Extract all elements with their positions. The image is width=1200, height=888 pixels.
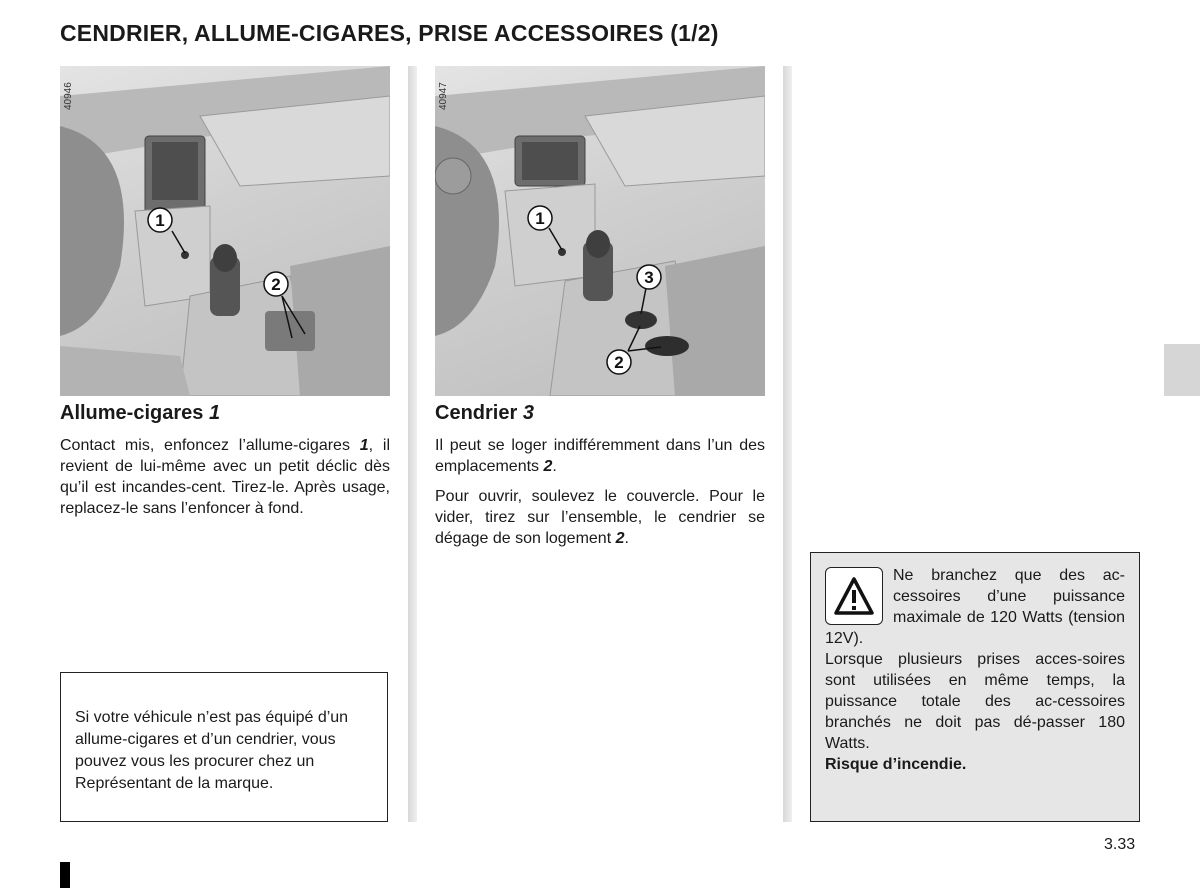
page-number: 3.33 (1104, 836, 1136, 853)
dashboard-illustration-ashtray (435, 66, 765, 396)
callout-1-label: 1 (155, 211, 165, 230)
reference-number: 2 (543, 458, 553, 475)
page-title: CENDRIER, ALLUME-CIGARES, PRISE ACCESSOIRES (1/2) (60, 20, 719, 46)
column-divider-left (408, 66, 417, 822)
paragraph-text: Contact mis, enfoncez l’allume-cigares (60, 437, 360, 454)
callout-2 (264, 272, 288, 296)
callout-1 (528, 206, 552, 230)
paragraph-text: . (624, 530, 629, 547)
paragraph-text: , il revient de lui-même avec un petit déclic dès qu’il est incandes-cent. Tirez-le. Après usage, replacez-le sans l’enfoncer à fond. (60, 437, 391, 517)
warning-box (810, 552, 1140, 822)
note-text: Si votre véhicule n’est pas équipé d’un allume-cigares et d’un cendrier, vous pouvez vous les procurer chez un Représentant de la marque. (75, 709, 349, 792)
reference-number: 2 (615, 530, 625, 547)
dashboard-illustration-cigar-lighter (60, 66, 390, 396)
heading-number: 1 (208, 402, 221, 424)
column-divider-right (783, 66, 792, 822)
reference-number: 1 (359, 437, 369, 454)
section-heading-cigar-lighter (60, 402, 220, 425)
ashtray-location-text (435, 435, 765, 477)
figure-reference: 40946 (63, 82, 74, 110)
callout-3 (637, 265, 661, 289)
warning-body: Lorsque plusieurs prises acces-soires sont utilisées en même temps, la puissance totale des ac-cessoires branchés ne doit pas dé-passer 180 Watts. (825, 651, 1125, 752)
corner-mark (60, 862, 70, 888)
ashtray-usage-text (435, 486, 765, 549)
warning-intro: Ne branchez que des ac-cessoires d’une puissance maximale de 120 Watts (tension 12V). (825, 567, 1125, 647)
dashboard-drawing (60, 66, 390, 396)
paragraph-text: Il peut se loger indifféremment dans l’un des emplacements (435, 437, 765, 475)
callout-2 (607, 350, 631, 374)
paragraph-text: . (552, 458, 557, 475)
callout-1-label: 1 (535, 209, 545, 228)
callout-3-label: 3 (644, 268, 654, 287)
cigar-lighter-instructions (60, 435, 390, 519)
availability-note (60, 672, 388, 822)
chapter-tab (1164, 344, 1200, 396)
callout-2-label: 2 (271, 275, 281, 294)
heading-text: Allume-cigares (60, 402, 209, 424)
callout-2-label: 2 (614, 353, 624, 372)
figure-reference: 40947 (438, 82, 449, 110)
paragraph-text: Pour ouvrir, soulevez le couvercle. Pour le vider, tirez sur l’ensemble, le cendrier se dégage de son logement (435, 488, 765, 547)
section-heading-ashtray (435, 402, 534, 425)
dashboard-drawing (435, 66, 765, 396)
heading-text: Cendrier (435, 402, 523, 424)
warning-risk: Risque d’incendie. (825, 756, 967, 773)
callout-1 (148, 208, 172, 232)
heading-number: 3 (522, 402, 534, 424)
warning-triangle-icon (825, 567, 883, 625)
